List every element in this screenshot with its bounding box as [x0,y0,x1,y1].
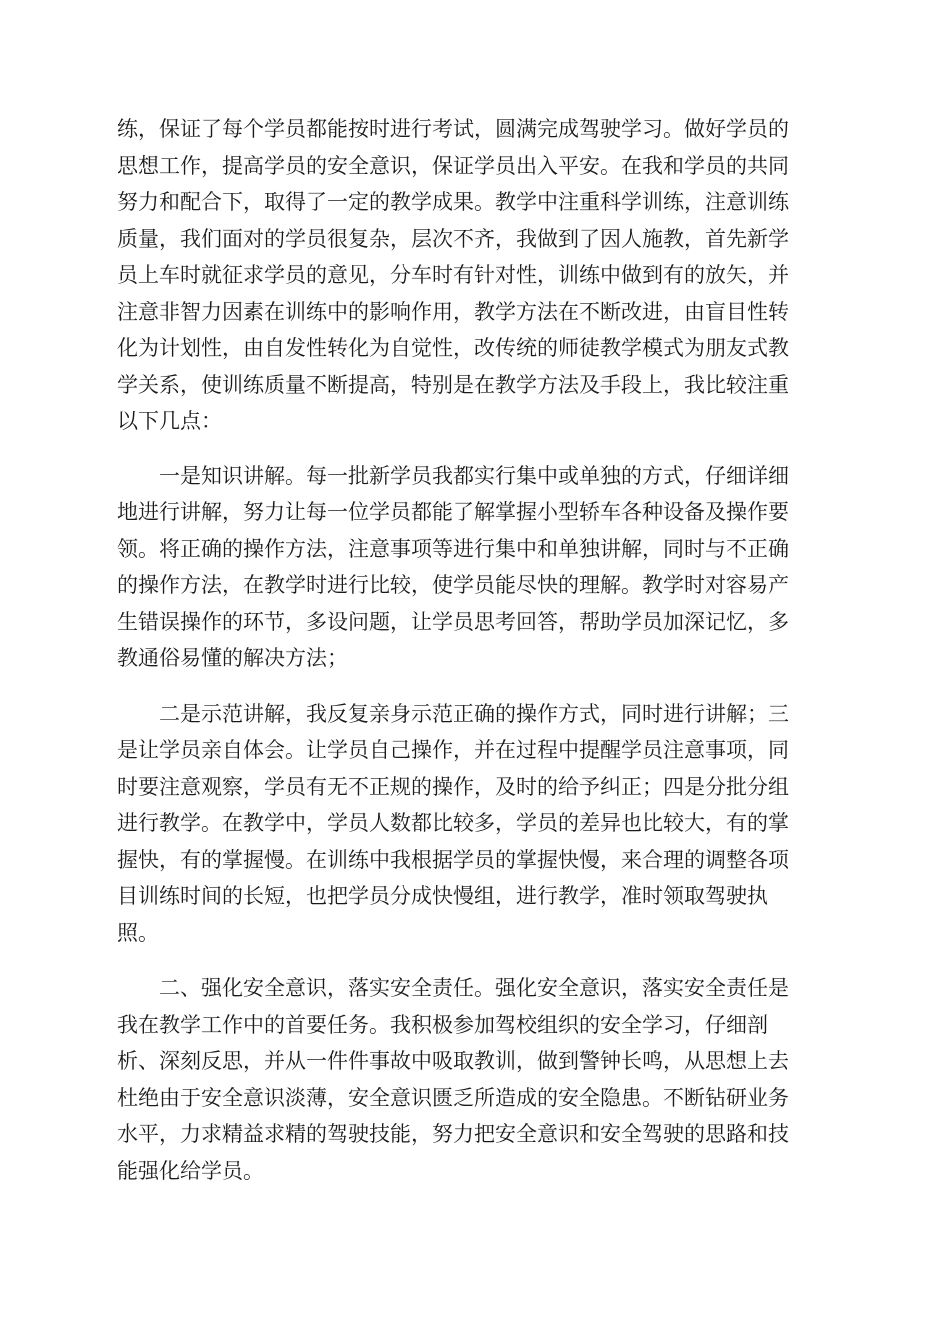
text-line: 能强化给学员。 [117,1158,264,1183]
text-line: 水平，力求精益求精的驾驶技能，努力把安全意识和安全驾驶的思路和技 [117,1122,789,1146]
text-line: 二是示范讲解，我反复亲身示范正确的操作方式，同时进行讲解；三 [159,701,789,726]
text-line: 以下几点： [117,409,222,433]
document-body [117,111,833,1189]
text-line: 努力和配合下，取得了一定的教学成果。教学中注重科学训练，注意训练 [117,190,789,214]
paragraph-1 [117,111,833,440]
text-line: 析、深刻反思，并从一件件事故中吸取教训，做到警钟长鸣，从思想上去 [117,1049,789,1073]
paragraph-2 [117,458,833,677]
text-line: 二、强化安全意识，落实安全责任。强化安全意识，落实安全责任是 [159,976,789,1000]
text-line: 是让学员亲自体会。让学员自己操作，并在过程中提醒学员注意事项，同 [117,738,789,762]
text-line: 一是知识讲解。每一批新学员我都实行集中或单独的方式，仔细详细 [159,463,789,488]
text-line: 生错误操作的环节，多设问题，让学员思考回答，帮助学员加深记忆，多 [117,609,789,634]
text-line: 学关系，使训练质量不断提高，特别是在教学方法及手段上，我比较注重 [117,372,789,397]
text-line: 注意非智力因素在训练中的影响作用，教学方法在不断改进，由盲目性转 [117,299,789,324]
text-line: 杜绝由于安全意识淡薄，安全意识匮乏所造成的安全隐患。不断钻研业务 [117,1085,789,1110]
text-line: 我在教学工作中的首要任务。我积极参加驾校组织的安全学习，仔细剖 [117,1012,768,1037]
text-line: 教通俗易懂的解决方法； [117,646,348,670]
text-line: 地进行讲解，努力让每一位学员都能了解掌握小型轿车各种设备及操作要 [117,500,789,524]
text-line: 照。 [117,920,159,945]
text-line: 员上车时就征求学员的意见，分车时有针对性，训练中做到有的放矢，并 [117,263,789,287]
text-line: 质量，我们面对的学员很复杂，层次不齐，我做到了因人施教，首先新学 [117,226,789,251]
text-line: 化为计划性，由自发性转化为自觉性，改传统的师徒教学模式为朋友式教 [117,336,789,360]
text-line: 的操作方法，在教学时进行比较，使学员能尽快的理解。教学时对容易产 [117,573,789,597]
paragraph-4 [117,970,833,1189]
text-line: 目训练时间的长短，也把学员分成快慢组，进行教学，准时领取驾驶执 [117,884,768,908]
text-line: 领。将正确的操作方法，注意事项等进行集中和单独讲解，同时与不正确 [117,536,789,561]
text-line: 握快，有的掌握慢。在训练中我根据学员的掌握快慢，来合理的调整各项 [117,847,789,872]
text-line: 时要注意观察，学员有无不正规的操作，及时的给予纠正；四是分批分组 [117,774,789,799]
text-line: 进行教学。在教学中，学员人数都比较多，学员的差异也比较大，有的掌 [117,811,789,835]
paragraph-3 [117,696,833,952]
text-line: 思想工作，提高学员的安全意识，保证学员出入平安。在我和学员的共同 [117,153,789,178]
text-line: 练，保证了每个学员都能按时进行考试，圆满完成驾驶学习。做好学员的 [117,117,789,141]
